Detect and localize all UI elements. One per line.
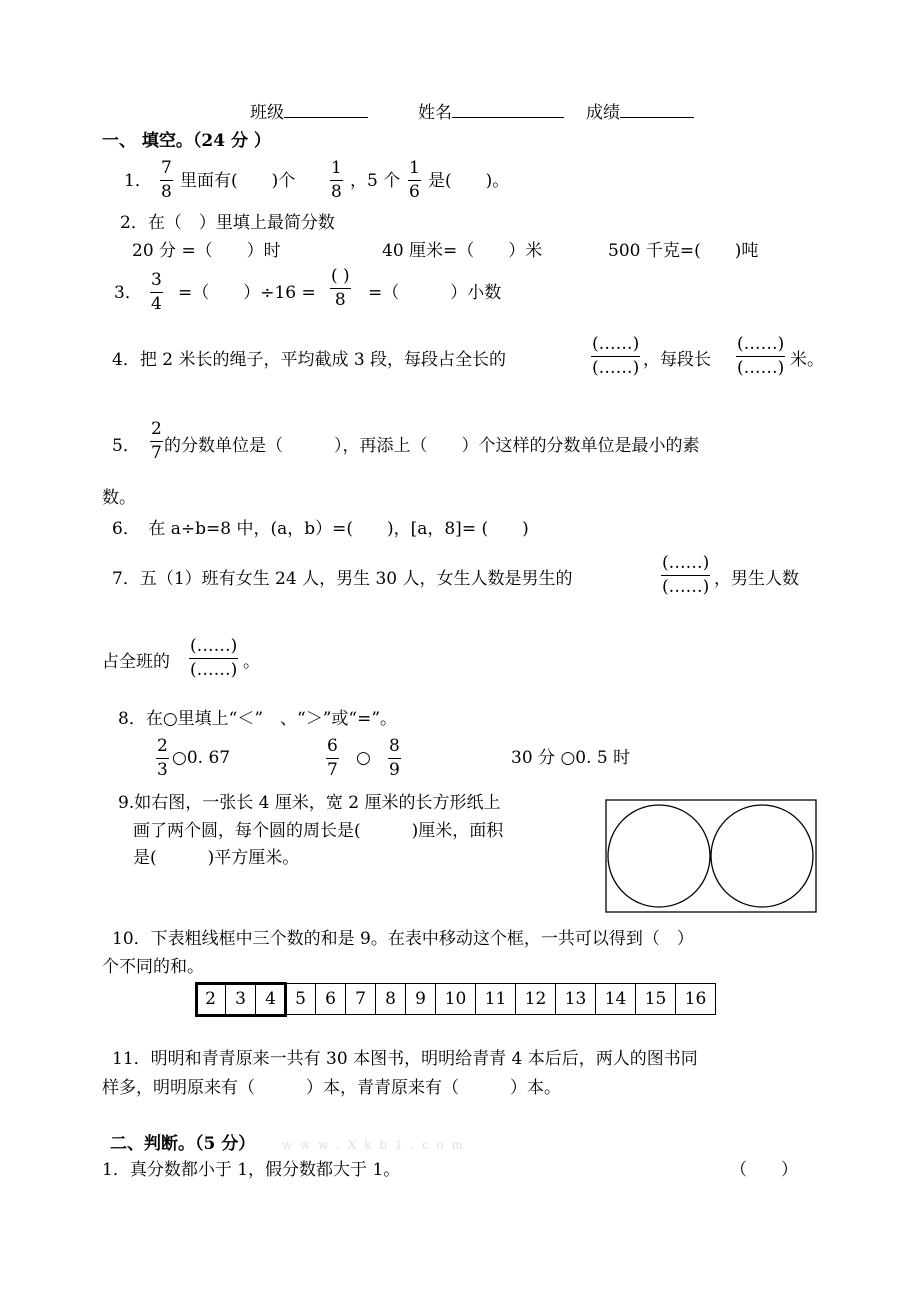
section1-title: 一、 填空。（24 分 ） [102, 131, 271, 151]
q8-b-fraction-2: 8 9 [389, 736, 400, 780]
number-cell: 6 [316, 984, 346, 1015]
judge-1-text: 1．真分数都小于 1，假分数都大于 1。 [102, 1160, 401, 1180]
q1-text-2: ，5 个 [350, 171, 401, 191]
number-cell: 13 [556, 984, 596, 1015]
q1-text-3: 是( )。 [428, 171, 510, 191]
q9-line2: 画了两个圆，每个圆的周长是( )厘米，面积 [133, 821, 504, 841]
q2-item-a: 20 分 =（ ）时 [132, 241, 281, 261]
q6-text: 6． 在 a÷b=8 中，(a，b）=( )，[a，8]= ( ) [112, 519, 529, 539]
q5-fraction: 2 7 [151, 419, 162, 463]
q4-text-2: ，每段长 [643, 350, 711, 370]
score-field [586, 105, 694, 122]
judge-1-bracket[interactable]: （ ） [730, 1160, 798, 1180]
number-cell: 7 [346, 984, 376, 1015]
q7-text-3: 占全班的 [102, 652, 170, 672]
q4-text-1: 4．把 2 米长的绳子，平均截成 3 段，每段占全长的 [112, 350, 507, 370]
q8-a-fraction: 2 3 [157, 736, 168, 780]
bold-selection-frame[interactable] [195, 982, 287, 1017]
number-cell: 5 [286, 984, 316, 1015]
q11-line1: 11．明明和青青原来一共有 30 本图书，明明给青青 4 本后后，两人的图书同 [112, 1049, 698, 1069]
number-cell: 12 [516, 984, 556, 1015]
number-cell: 10 [436, 984, 476, 1015]
class-label: 班级 [250, 103, 284, 123]
q1-text-1: 里面有( )个 [180, 171, 296, 191]
name-blank[interactable] [452, 117, 564, 118]
q8-b-fraction-1: 6 7 [327, 736, 338, 780]
q5-text: 的分数单位是（ ），再添上（ ）个这样的分数单位是最小的素 [164, 436, 700, 456]
name-field [418, 105, 564, 122]
q3-number: 3． [114, 283, 142, 303]
q10-line2: 个不同的和。 [102, 957, 204, 977]
q8-line1: 8．在○里填上“＜” 、“＞”或“=”。 [118, 709, 398, 729]
q2-item-c: 500 千克=( )吨 [608, 241, 759, 261]
score-blank[interactable] [620, 117, 694, 118]
q7-fraction-2: (……) (……) [190, 636, 238, 680]
q8-a-rest: ○0. 67 [172, 748, 231, 768]
right-circle [711, 805, 813, 907]
number-cell: 8 [376, 984, 406, 1015]
q3-text-2: =（ ）小数 [368, 283, 502, 303]
q3-fraction-2: ( ) 8 [331, 266, 350, 310]
class-blank[interactable] [284, 117, 368, 118]
q7-text-4: 。 [243, 652, 260, 672]
score-label: 成绩 [586, 103, 620, 123]
q4-fraction-1: (……) (……) [592, 334, 640, 378]
q8-b-circle: ○ [356, 748, 371, 768]
q5-number: 5． [112, 436, 140, 456]
q7-text-2: ，男生人数 [714, 569, 799, 589]
q2-line1: 2．在（ ）里填上最简分数 [120, 213, 335, 233]
q4-text-3: 米。 [790, 350, 824, 370]
number-cell: 14 [596, 984, 636, 1015]
q5-continuation: 数。 [102, 488, 136, 508]
q7-text-1: 7．五（1）班有女生 24 人，男生 30 人，女生人数是男生的 [112, 569, 573, 589]
q1-fraction-2: 1 8 [331, 158, 342, 202]
q11-line2: 样多，明明原来有（ ）本，青青原来有（ ）本。 [102, 1078, 561, 1098]
q2-item-b: 40 厘米=（ ）米 [382, 241, 543, 261]
q1-fraction-3: 1 6 [409, 158, 420, 202]
q10-line1: 10．下表粗线框中三个数的和是 9。在表中移动这个框，一共可以得到（ ） [112, 929, 694, 949]
left-circle [608, 805, 710, 907]
q3-text-1: =（ ）÷16 = [178, 283, 316, 303]
q9-rectangle-figure [605, 799, 817, 913]
number-cell: 16 [676, 984, 716, 1015]
section2-title: 二、判断。（5 分） [110, 1134, 256, 1154]
number-cell: 3 [226, 984, 256, 1015]
q1-fraction-1: 7 8 [161, 158, 172, 202]
q7-fraction-1: (……) (……) [662, 553, 710, 597]
q8-c: 30 分 ○0. 5 时 [511, 748, 631, 768]
watermark: w w w . X k b 1 . c o m [282, 1138, 465, 1152]
number-cell: 4 [256, 984, 286, 1015]
q3-fraction-1: 3 4 [151, 270, 162, 314]
class-field [250, 105, 368, 122]
number-cell: 11 [476, 984, 516, 1015]
number-cell: 15 [636, 984, 676, 1015]
name-label: 姓名 [418, 103, 452, 123]
q4-fraction-2: (……) (……) [737, 334, 785, 378]
number-cell: 2 [196, 984, 226, 1015]
number-cell: 9 [406, 984, 436, 1015]
q9-line3: 是( )平方厘米。 [133, 848, 300, 868]
q9-line1: 9.如右图，一张长 4 厘米，宽 2 厘米的长方形纸上 [118, 793, 501, 813]
q1-number: 1． [124, 171, 152, 191]
